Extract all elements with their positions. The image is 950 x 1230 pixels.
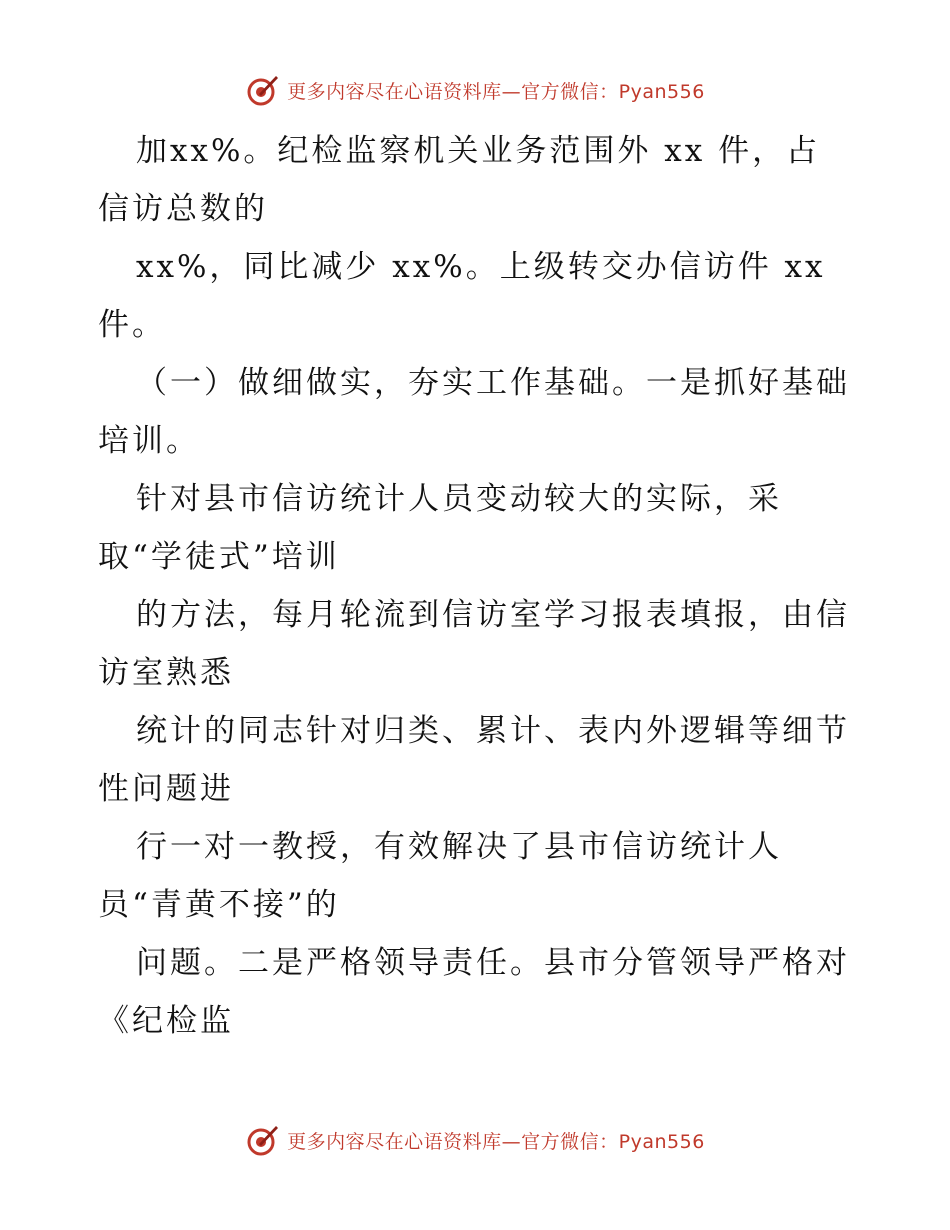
text-line: 加xx%。纪检监察机关业务范围外 xx 件，占 <box>136 133 821 169</box>
text-line: xx%，同比减少 xx%。上级转交办信访件 xx <box>136 249 826 285</box>
text-line: 的方法，每月轮流到信访室学习报表填报，由信 <box>136 597 850 633</box>
text-line: （一）做细做实，夯实工作基础。一是抓好基础 <box>136 365 850 401</box>
document-body <box>98 122 858 1050</box>
quill-circle-icon <box>245 72 281 108</box>
quill-circle-icon <box>245 1122 281 1158</box>
text-line: 《纪检监 <box>98 1003 234 1039</box>
text-line: 员“青黄不接”的 <box>98 887 340 923</box>
text-line: 取“学徒式”培训 <box>98 539 340 575</box>
text-line: 信访总数的 <box>98 191 268 227</box>
text-line: 统计的同志针对归类、累计、表内外逻辑等细节 <box>136 713 850 749</box>
text-line: 性问题进 <box>98 771 234 807</box>
footer-watermark-text: 更多内容尽在心语资料库—官方微信：Pyan556 <box>287 1130 705 1153</box>
text-line: 行一对一教授，有效解决了县市信访统计人 <box>136 829 782 865</box>
text-line: 问题。二是严格领导责任。县市分管领导严格对 <box>136 945 850 981</box>
text-line: 针对县市信访统计人员变动较大的实际，采 <box>136 481 782 517</box>
text-line: 件。 <box>98 307 166 343</box>
text-line: 访室熟悉 <box>98 655 234 691</box>
footer-watermark <box>0 1120 950 1160</box>
header-watermark-text: 更多内容尽在心语资料库—官方微信：Pyan556 <box>287 80 705 103</box>
header-watermark <box>0 70 950 110</box>
text-line: 培训。 <box>98 423 200 459</box>
